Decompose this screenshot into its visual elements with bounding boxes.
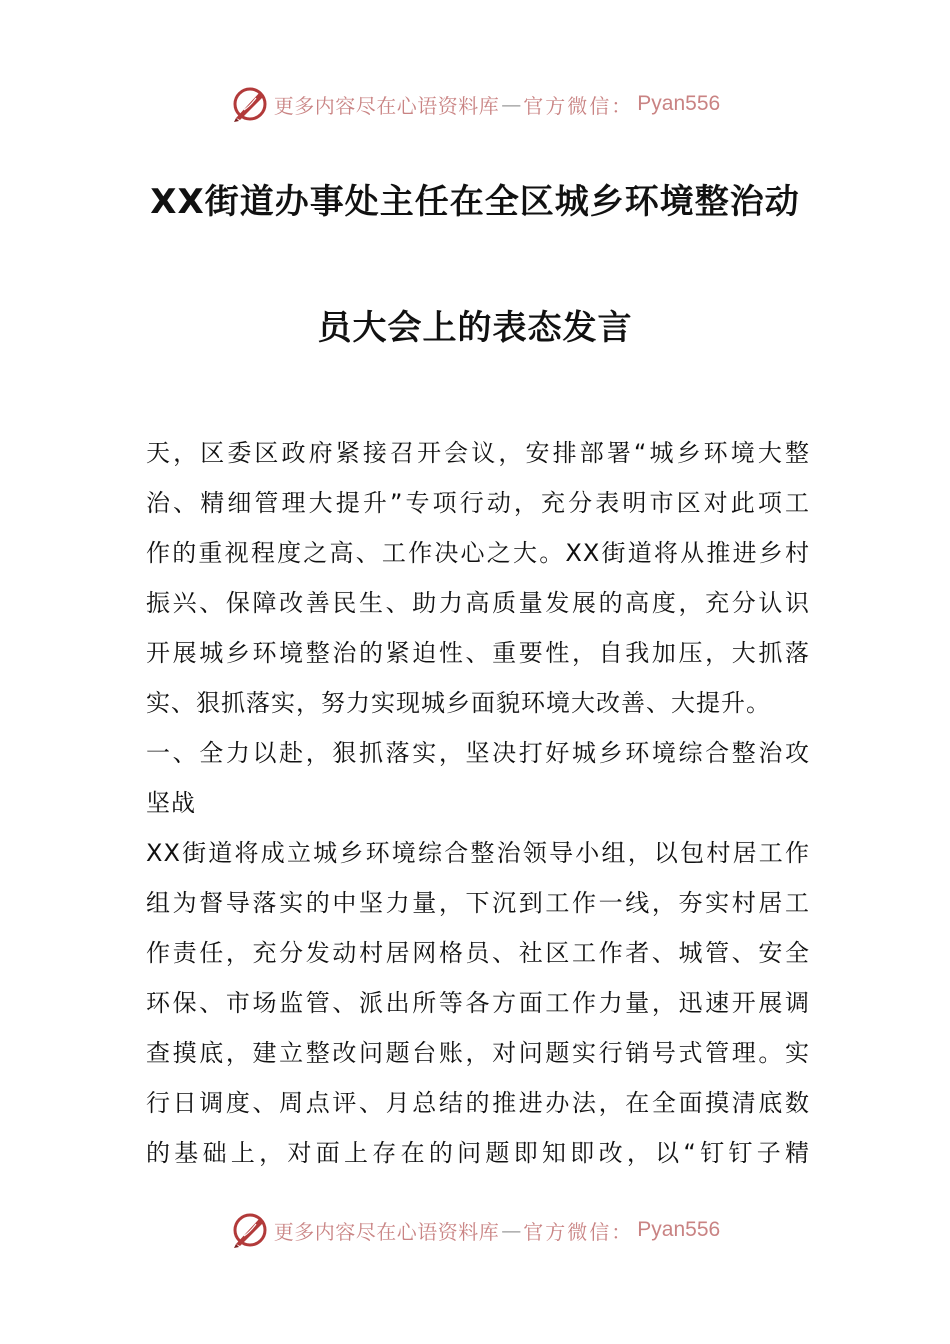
document-body	[146, 428, 810, 1178]
body-line: 行日调度、周点评、月总结的推进办法，在全面摸清底数	[146, 1089, 810, 1117]
banner-text: 更多内容尽在心语资料库	[273, 1219, 500, 1244]
banner-wechat-id: Pyan556	[637, 92, 721, 115]
body-line: 天，区委区政府紧接召开会议，安排部署“城乡环境大整	[146, 439, 810, 467]
body-line: 查摸底，建立整改问题台账，对问题实行销号式管理。实	[146, 1039, 810, 1067]
body-line: 开展城乡环境整治的紧迫性、重要性，自我加压，大抓落	[146, 639, 810, 667]
banner-wechat-label: 官方微信：	[523, 93, 634, 118]
footer-banner	[0, 1208, 950, 1252]
pen-circle-logo-icon	[230, 1210, 270, 1250]
body-line: 的基础上，对面上存在的问题即知即改，以“钉钉子精	[146, 1139, 810, 1167]
body-line: XX街道将成立城乡环境综合整治领导小组，以包村居工作	[146, 839, 810, 867]
section-heading-line: 坚战	[146, 789, 196, 817]
header-banner	[0, 82, 950, 126]
body-line: 治、精细管理大提升”专项行动，充分表明市区对此项工	[146, 489, 810, 517]
pen-circle-logo-icon	[230, 84, 270, 124]
banner-separator: —	[501, 1218, 522, 1242]
document-title-line-2: 员大会上的表态发言	[317, 308, 633, 348]
body-line: 环保、市场监管、派出所等各方面工作力量，迅速开展调	[146, 989, 810, 1017]
body-line: 组为督导落实的中坚力量，下沉到工作一线，夯实村居工	[146, 889, 810, 917]
body-line: 作责任，充分发动村居网格员、社区工作者、城管、安全	[146, 939, 810, 967]
body-line: 振兴、保障改善民生、助力高质量发展的高度，充分认识	[146, 589, 810, 617]
banner-text: 更多内容尽在心语资料库	[273, 93, 500, 118]
section-heading-line: 一、全力以赴，狠抓落实，坚决打好城乡环境综合整治攻	[146, 739, 810, 767]
document-title-line-1: XX街道办事处主任在全区城乡环境整治动	[150, 182, 800, 222]
banner-wechat-label: 官方微信：	[523, 1219, 634, 1244]
banner-separator: —	[501, 92, 522, 116]
body-line: 实、狠抓落实，努力实现城乡面貌环境大改善、大提升。	[146, 689, 771, 717]
body-line: 作的重视程度之高、工作决心之大。XX街道将从推进乡村	[146, 539, 810, 567]
banner-wechat-id: Pyan556	[637, 1218, 721, 1241]
